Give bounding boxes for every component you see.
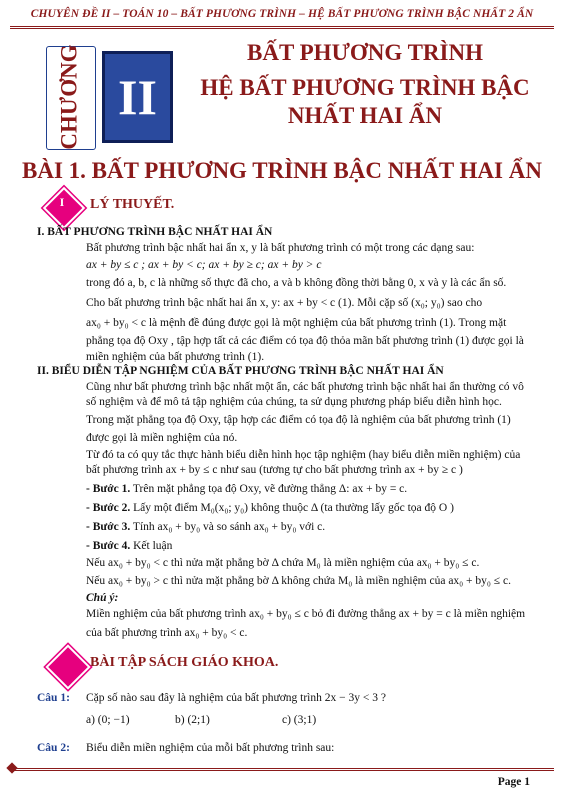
question-1-option-b: b) (2;1) [175,714,210,726]
s1-inequality-forms: ax + by ≤ c ; ax + by < c; ax + by ≥ c; ax + by > c [86,259,322,271]
question-2-label: Câu 2: [37,742,70,754]
s1-paragraph-4: Cho bất phương trình bậc nhất hai ẩn x, y: ax + by < c (1). Mỗi cặp số (x₀; y₀) sao cho [86,297,483,309]
note-line-2: của bất phương trình ax₀ + by₀ < c. [86,627,248,639]
note-label: Chú ý: [86,592,119,604]
step-3 [86,520,325,535]
chapter-title-line1: BẤT PHƯƠNG TRÌNH [247,40,483,65]
section1-title: I. BẤT PHƯƠNG TRÌNH BẬC NHẤT HAI ẨN [37,226,273,238]
step-1-text: Trên mặt phẳng tọa độ Oxy, vẽ đường thẳng Δ: ax + by = c. [130,483,408,495]
step-4-label: - Bước 4. [86,540,131,552]
section2-title: II. BIỂU DIỄN TẬP NGHIỆM CỦA BẤT PHƯƠNG TRÌNH BẬC NHẤT HAI ẨN [37,365,444,377]
step-2-text: Lấy một điểm M₀(x₀; y₀) không thuộc Δ (ta thường lấy gốc tọa độ O ) [130,502,454,514]
note-line-1: Miền nghiệm của bất phương trình ax₀ + by₀ ≤ c bỏ đi đường thẳng ax + by = c là miền nghiệm [86,608,526,620]
question-1-label: Câu 1: [37,692,70,704]
s2-paragraph-6: bất phương trình ax + by ≤ c như sau (tương tự cho bất phương trình ax + by ≥ c ) [86,464,463,476]
s1-paragraph-1: Bất phương trình bậc nhất hai ẩn x, y là bất phương trình có một trong các dạng sau: [86,242,475,254]
section-badge-number: I [59,195,65,209]
lesson-title: BÀI 1. BẤT PHƯƠNG TRÌNH BẬC NHẤT HAI ẨN [22,158,542,183]
conclusion-1: Nếu ax₀ + by₀ < c thì nửa mặt phẳng bờ Δ chứa M₀ là miền nghiệm của ax₀ + by₀ ≤ c. [86,557,480,569]
step-2-label: - Bước 2. [86,502,131,514]
s2-paragraph-1: Cũng như bất phương trình bậc nhất một ẩn, các bất phương trình bậc nhất hai ẩn thường có vô [86,381,524,393]
s1-paragraph-7: miền nghiệm của bất phương trình (1). [86,351,265,363]
question-1-option-a: a) (0; −1) [86,714,130,726]
s2-paragraph-4: được gọi là miền nghiệm của nó. [86,432,238,444]
step-4 [86,539,172,554]
s1-paragraph-3: trong đó a, b, c là những số thực đã cho, a và b không đồng thời bằng 0, x và y là các ẩn số. [86,277,507,289]
diamond-bullet-icon [45,644,90,689]
chapter-word [46,46,94,148]
exercises-heading: BÀI TẬP SÁCH GIÁO KHOA. [90,655,279,670]
question-1-text: Cặp số nào sau đây là nghiệm của bất phương trình 2x − 3y < 3 ? [86,692,386,704]
page-number: Page 1 [497,776,530,788]
step-2 [86,501,454,516]
chapter-title-line3: NHẤT HAI ẨN [287,103,443,128]
s1-paragraph-6: phẳng tọa độ Oxy , tập hợp tất cả các điểm có tọa độ thỏa mãn bất phương trình (1) được gọi là [86,335,524,347]
s2-paragraph-3: Trong mặt phẳng tọa độ Oxy, tập hợp các điểm có tọa độ là nghiệm của bất phương trình (1) [86,414,511,426]
question-2-text: Biểu diễn miền nghiệm của mỗi bất phương trình sau: [86,742,335,754]
step-3-label: - Bước 3. [86,521,131,533]
footer-divider [10,768,554,771]
step-1-label: - Bước 1. [86,483,131,495]
running-header: CHUYÊN ĐỀ II – TOÁN 10 – BẤT PHƯƠNG TRÌNH – HỆ BẤT PHƯƠNG TRÌNH BẬC NHẤT 2 ẨN [30,8,534,20]
question-1-option-c: c) (3;1) [282,714,317,726]
s1-paragraph-5: ax₀ + by₀ < c là mệnh đề đúng được gọi là một nghiệm của bất phương trình (1). Trong mặt [86,317,507,329]
step-4-text: Kết luận [130,540,173,552]
chapter-number-box [102,51,173,143]
chapter-title-line2: HỆ BẤT PHƯƠNG TRÌNH BẬC [200,75,530,100]
s2-paragraph-5: Từ đó ta có quy tắc thực hành biểu diễn hình học tập nghiệm (hay biểu diễn miền nghiệm) của [86,449,521,461]
theory-heading: LÝ THUYẾT. [90,197,175,212]
header-divider [10,26,554,29]
chapter-number: II [118,69,157,125]
conclusion-2: Nếu ax₀ + by₀ > c thì nửa mặt phẳng bờ Δ không chứa M₀ là miền nghiệm của ax₀ + by₀ ≤ c. [86,575,511,587]
step-3-text: Tính ax₀ + by₀ và so sánh ax₀ + by₀ với c. [130,521,326,533]
chapter-word-label: CHƯƠNG [57,44,83,150]
step-1 [86,482,407,497]
s2-paragraph-2: số nghiệm và để mô tả tập nghiệm của chúng, ta sử dụng phương pháp biểu diễn hình học. [86,396,502,408]
